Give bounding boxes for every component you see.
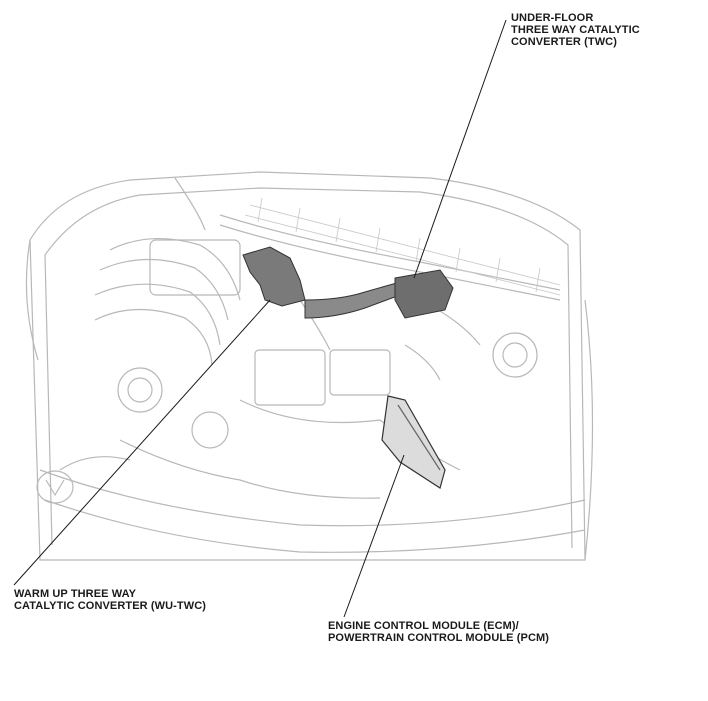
- exhaust-pipe: [305, 282, 400, 318]
- twc-leader: [414, 20, 506, 278]
- ecm-leader: [344, 455, 404, 617]
- ecm-pcm-component: [382, 396, 445, 488]
- twc-label-line-1: UNDER-FLOOR: [511, 12, 594, 24]
- wu-twc-leader: [14, 300, 270, 585]
- ecm-label-line-1: ENGINE CONTROL MODULE (ECM)/: [328, 620, 519, 632]
- engine-bay-sketch: [26, 172, 592, 560]
- under-floor-twc-component: [395, 270, 453, 318]
- twc-label-line-3: CONVERTER (TWC): [511, 36, 617, 48]
- under-floor-twc-label: [511, 12, 640, 48]
- wu-twc-label-line-2: CATALYTIC CONVERTER (WU-TWC): [14, 600, 207, 612]
- ecm-pcm-label: [328, 620, 549, 644]
- twc-label-line-2: THREE WAY CATALYTIC: [511, 24, 640, 36]
- wu-twc-label: [14, 588, 206, 612]
- wu-twc-label-line-1: WARM UP THREE WAY: [14, 588, 137, 600]
- ecm-label-line-2: POWERTRAIN CONTROL MODULE (PCM): [328, 632, 550, 644]
- leader-lines: [14, 20, 506, 617]
- wu-twc-component: [243, 247, 305, 306]
